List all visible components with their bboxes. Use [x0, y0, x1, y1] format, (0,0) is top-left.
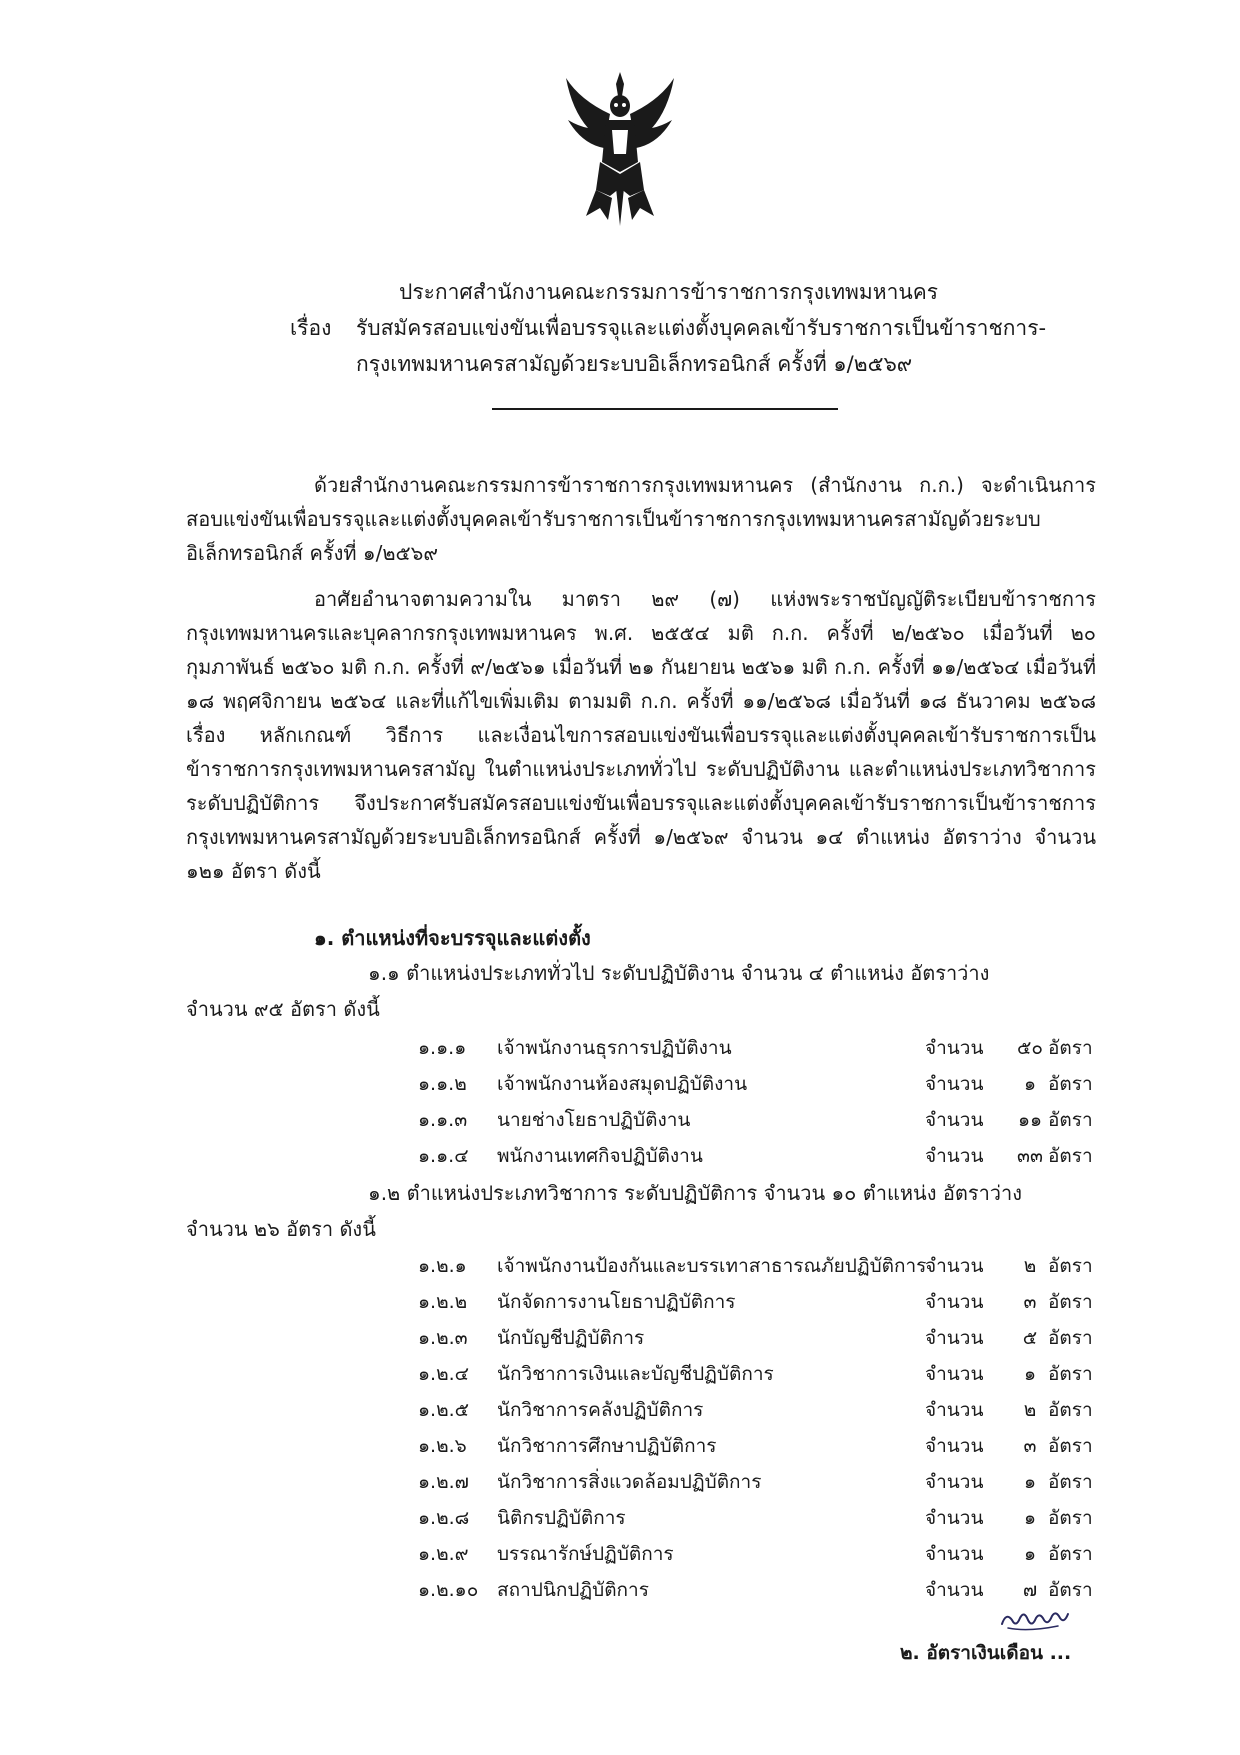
count-label: จำนวน — [925, 1073, 984, 1095]
position-name: นายช่างโยธาปฏิบัติงาน — [497, 1109, 691, 1131]
count-unit: อัตรา — [1048, 1435, 1093, 1457]
count-label: จำนวน — [925, 1363, 984, 1385]
count-unit: อัตรา — [1048, 1291, 1093, 1313]
position-row — [0, 1032, 1240, 1064]
position-number: ๑.๒.๕ — [418, 1399, 470, 1421]
position-number: ๑.๒.๓ — [418, 1327, 468, 1349]
position-row — [0, 1394, 1240, 1426]
position-count: ๓๓ — [1017, 1145, 1043, 1167]
group-1-1-line-2: จำนวน ๙๕ อัตรา ดังนี้ — [186, 997, 380, 1021]
count-label: จำนวน — [925, 1471, 984, 1493]
count-label: จำนวน — [925, 1579, 984, 1601]
position-count: ๕ — [1022, 1327, 1038, 1349]
position-count: ๒ — [1023, 1399, 1037, 1421]
count-label: จำนวน — [925, 1037, 984, 1059]
position-row — [0, 1538, 1240, 1570]
position-number: ๑.๑.๓ — [418, 1109, 468, 1131]
position-name: นิติกรปฏิบัติการ — [497, 1507, 626, 1529]
position-row — [0, 1358, 1240, 1390]
count-label: จำนวน — [925, 1109, 984, 1131]
position-name: เจ้าพนักงานป้องกันและบรรเทาสาธารณภัยปฏิบัติการ — [497, 1255, 927, 1277]
position-row — [0, 1502, 1240, 1534]
position-count: ๕๐ — [1017, 1037, 1043, 1059]
position-name: นักบัญชีปฏิบัติการ — [497, 1327, 645, 1349]
position-number: ๑.๒.๔ — [418, 1363, 470, 1385]
position-row — [0, 1104, 1240, 1136]
group-1-2-line-1: ๑.๒ ตำแหน่งประเภทวิชาการ ระดับปฏิบัติการ จำนวน ๑๐ ตำแหน่ง อัตราว่าง — [368, 1181, 1023, 1205]
count-unit: อัตรา — [1048, 1471, 1093, 1493]
position-name: สถาปนิกปฏิบัติการ — [497, 1579, 649, 1601]
position-row — [0, 1466, 1240, 1498]
position-count: ๒ — [1023, 1255, 1037, 1277]
position-count: ๑๑ — [1017, 1109, 1043, 1131]
position-row — [0, 1068, 1240, 1100]
garuda-emblem — [560, 70, 680, 228]
count-label: จำนวน — [925, 1255, 984, 1277]
position-name: นักวิชาการเงินและบัญชีปฏิบัติการ — [497, 1363, 774, 1385]
position-row — [0, 1322, 1240, 1354]
position-number: ๑.๒.๑ — [418, 1255, 467, 1277]
header-divider — [492, 408, 838, 410]
position-name: บรรณารักษ์ปฏิบัติการ — [497, 1543, 674, 1565]
position-count: ๑ — [1023, 1363, 1037, 1385]
count-unit: อัตรา — [1048, 1145, 1093, 1167]
count-unit: อัตรา — [1048, 1579, 1093, 1601]
count-unit: อัตรา — [1048, 1255, 1093, 1277]
count-label: จำนวน — [925, 1327, 984, 1349]
position-number: ๑.๑.๒ — [418, 1073, 467, 1095]
position-name: เจ้าพนักงานธุรการปฏิบัติงาน — [497, 1037, 732, 1059]
count-unit: อัตรา — [1048, 1543, 1093, 1565]
position-name: นักวิชาการสิ่งแวดล้อมปฏิบัติการ — [497, 1471, 762, 1493]
count-label: จำนวน — [925, 1507, 984, 1529]
position-row — [0, 1286, 1240, 1318]
position-number: ๑.๒.๖ — [418, 1435, 467, 1457]
position-count: ๓ — [1023, 1435, 1037, 1457]
position-row — [0, 1250, 1240, 1282]
position-row — [0, 1574, 1240, 1606]
position-count: ๓ — [1023, 1291, 1037, 1313]
authority-paragraph: อาศัยอำนาจตามความใน มาตรา ๒๙ (๗) แห่งพระราชบัญญัติระเบียบข้าราชการกรุงเทพมหานครและบุคลากรกรุงเทพมหานคร พ.ศ. ๒๕๕๔ มติ ก.ก. ครั้งที่ ๒/๒๕๖๐ เมื่อวันที่ ๒๐ กุมภาพันธ์ ๒๕๖๐ มติ ก.ก. ครั้งที่ ๙/๒๕๖๑ เมื่อวันที่ ๒๑ กันยายน ๒๕๖๑ มติ ก.ก. ครั้งที่ ๑๑/๒๕๖๔ เมื่อวันที่ ๑๘ พฤศจิกายน ๒๕๖๔ และที่แก้ไขเพิ่มเติม ตามมติ ก.ก. ครั้งที่ ๑๑/๒๕๖๘ เมื่อวันที่ ๑๘ ธันวาคม ๒๕๖๘ เรื่อง หลักเกณฑ์ วิธีการ และเงื่อนไขการสอบแข่งขันเพื่อบรรจุและแต่งตั้งบุคคลเข้ารับราชการเป็นข้าราชการกรุงเทพมหานครสามัญ ในตำแหน่งประเภททั่วไป ระดับปฏิบัติงาน และตำแหน่งประเภทวิชาการ ระดับปฏิบัติการ จึงประกาศรับสมัครสอบแข่งขันเพื่อบรรจุและแต่งตั้งบุคคลเข้ารับราชการเป็นข้าราชการกรุงเทพมหานครสามัญด้วยระบบอิเล็กทรอนิกส์ ครั้งที่ ๑/๒๕๖๙ จำนวน ๑๔ ตำแหน่ง อัตราว่าง จำนวน ๑๒๑ อัตรา ดังนี้ — [186, 587, 1096, 883]
position-name: นักจัดการงานโยธาปฏิบัติการ — [497, 1291, 736, 1313]
count-unit: อัตรา — [1048, 1037, 1093, 1059]
position-count: ๑ — [1023, 1543, 1037, 1565]
position-name: พนักงานเทศกิจปฏิบัติงาน — [497, 1145, 703, 1167]
count-unit: อัตรา — [1048, 1327, 1093, 1349]
position-number: ๑.๒.๘ — [418, 1507, 470, 1529]
continuation-note: ๒. อัตราเงินเดือน ... — [900, 1642, 1072, 1664]
section-1-heading: ๑. ตำแหน่งที่จะบรรจุและแต่งตั้ง — [314, 926, 591, 950]
count-unit: อัตรา — [1048, 1399, 1093, 1421]
position-number: ๑.๒.๙ — [418, 1543, 469, 1565]
position-count: ๑ — [1023, 1073, 1037, 1095]
position-number: ๑.๒.๒ — [418, 1291, 468, 1313]
count-unit: อัตรา — [1048, 1073, 1093, 1095]
count-unit: อัตรา — [1048, 1109, 1093, 1131]
position-row — [0, 1140, 1240, 1172]
position-name: นักวิชาการคลังปฏิบัติการ — [497, 1399, 704, 1421]
position-number: ๑.๑.๔ — [418, 1145, 469, 1167]
count-label: จำนวน — [925, 1399, 984, 1421]
position-count: ๑ — [1023, 1507, 1037, 1529]
subject-line-1: รับสมัครสอบแข่งขันเพื่อบรรจุและแต่งตั้งบุคคลเข้ารับราชการเป็นข้าราชการ- — [356, 316, 1047, 340]
position-name: นักวิชาการศึกษาปฏิบัติการ — [497, 1435, 717, 1457]
initials-signature — [998, 1606, 1070, 1634]
subject-label: เรื่อง — [290, 316, 332, 340]
position-name: เจ้าพนักงานห้องสมุดปฏิบัติงาน — [497, 1073, 748, 1095]
count-label: จำนวน — [925, 1543, 984, 1565]
position-number: ๑.๑.๑ — [418, 1037, 467, 1059]
announcement-title: ประกาศสำนักงานคณะกรรมการข้าราชการกรุงเทพมหานคร — [399, 280, 939, 304]
count-label: จำนวน — [925, 1145, 984, 1167]
position-count: ๗ — [1022, 1579, 1038, 1601]
count-unit: อัตรา — [1048, 1363, 1093, 1385]
group-1-2-line-2: จำนวน ๒๖ อัตรา ดังนี้ — [186, 1217, 376, 1241]
position-number: ๑.๒.๑๐ — [418, 1579, 479, 1601]
subject-line-2: กรุงเทพมหานครสามัญด้วยระบบอิเล็กทรอนิกส์ ครั้งที่ ๑/๒๕๖๙ — [356, 352, 913, 376]
position-row — [0, 1430, 1240, 1462]
intro-paragraph: ด้วยสำนักงานคณะกรรมการข้าราชการกรุงเทพมหานคร (สำนักงาน ก.ก.) จะดำเนินการสอบแข่งขันเพื่อบรรจุและแต่งตั้งบุคคลเข้ารับราชการเป็นข้าราชการกรุงเทพมหานครสามัญด้วยระบบอิเล็กทรอนิกส์ ครั้งที่ ๑/๒๕๖๙ — [186, 473, 1096, 565]
count-label: จำนวน — [925, 1291, 984, 1313]
position-count: ๑ — [1023, 1471, 1037, 1493]
count-label: จำนวน — [925, 1435, 984, 1457]
count-unit: อัตรา — [1048, 1507, 1093, 1529]
group-1-1-line-1: ๑.๑ ตำแหน่งประเภททั่วไป ระดับปฏิบัติงาน จำนวน ๔ ตำแหน่ง อัตราว่าง — [368, 961, 990, 985]
position-number: ๑.๒.๗ — [418, 1471, 469, 1493]
